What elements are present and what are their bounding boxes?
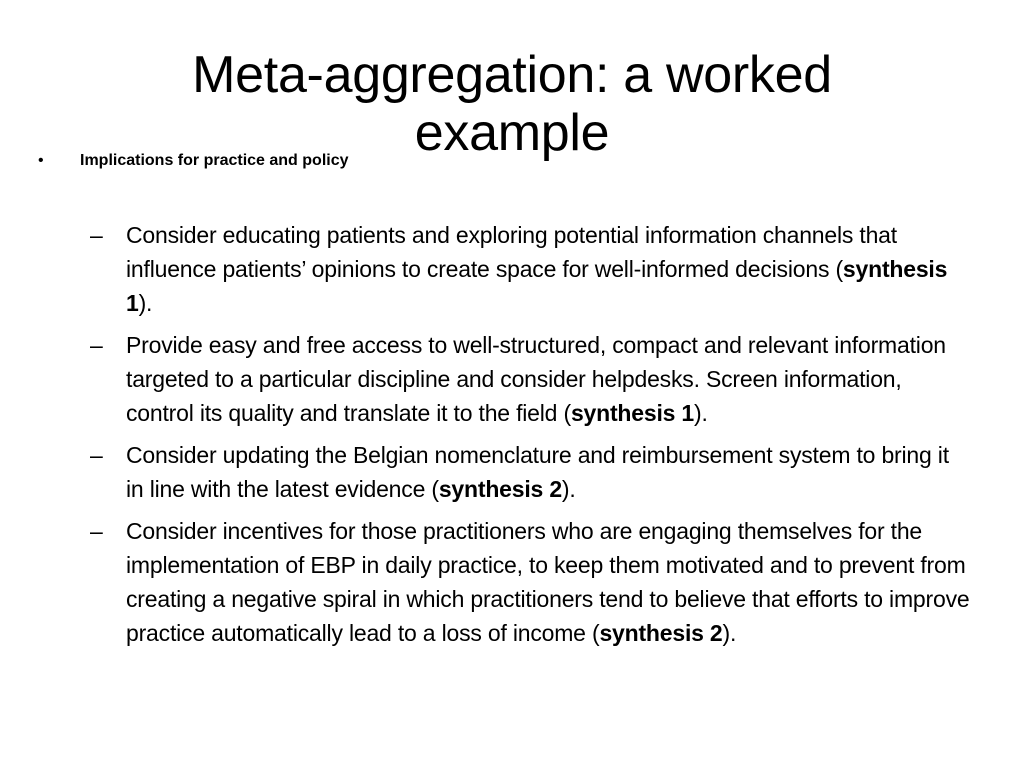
implications-list (90, 218, 970, 658)
item-text: Consider educating patients and exploring potential information channels that influence patients’ opinions to create space for well-informed decisions ( (126, 222, 897, 282)
dash-bullet-icon: – (90, 332, 103, 358)
bullet-heading: Implications for practice and policy (80, 152, 349, 169)
item-tail: ). (722, 620, 737, 646)
synthesis-reference: synthesis 1 (570, 400, 695, 426)
bullet-dot-icon: • (38, 152, 44, 169)
dash-bullet-icon: – (90, 518, 103, 544)
list-item (90, 218, 970, 320)
list-item (90, 438, 970, 506)
list-item (90, 328, 970, 430)
list-item-text (126, 328, 970, 430)
dash-bullet-icon: – (90, 222, 103, 248)
item-tail: ). (694, 400, 708, 426)
list-item-text (126, 514, 970, 650)
item-text: Consider updating the Belgian nomenclature and reimbursement system to bring it in line with the latest evidence ( (126, 442, 949, 502)
item-tail: ). (138, 290, 153, 316)
top-level-bullet (38, 152, 349, 170)
item-tail: ). (561, 476, 576, 502)
dash-bullet-icon: – (90, 442, 103, 468)
synthesis-reference: synthesis 1 (126, 256, 948, 316)
list-item (90, 514, 970, 650)
synthesis-reference: synthesis 2 (599, 620, 723, 646)
item-text: Consider incentives for those practitioners who are engaging themselves for the implementation of EBP in daily practice, to keep them motivated and to prevent from creating a negative spiral in which practitioners tend to believe that efforts to improve practice automatically lead to a loss of income ( (126, 518, 970, 646)
item-text: Provide easy and free access to well-structured, compact and relevant information targeted to a particular discipline and consider helpdesks. Screen information, control its quality and translate it to the field ( (126, 332, 946, 426)
list-item-text (126, 218, 970, 320)
slide-title: Meta-aggregation: a worked example (192, 46, 832, 162)
list-item-text (126, 438, 970, 506)
synthesis-reference: synthesis 2 (438, 476, 562, 502)
